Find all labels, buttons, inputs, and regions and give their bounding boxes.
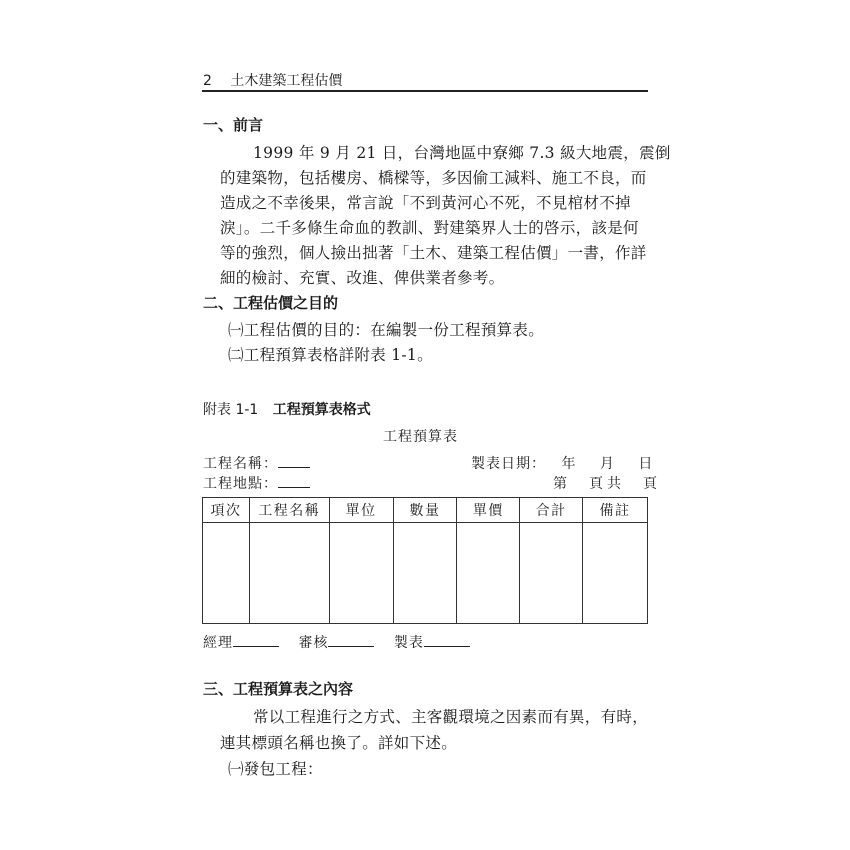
signature-reviewer-label: 審核 — [298, 635, 329, 651]
signature-row — [203, 632, 470, 652]
signature-manager-blank — [233, 632, 279, 647]
running-header — [203, 70, 342, 90]
paragraph-line: 細的檢討、充實、改進、俾供業者參考。 — [220, 269, 505, 287]
column-header-quantity: 數量 — [393, 498, 457, 523]
paragraph-line: 造成之不幸後果，常言說「不到黃河心不死，不見棺材不掉 — [220, 194, 631, 212]
form-title: 工程預算表 — [383, 429, 458, 445]
table-cell — [329, 523, 393, 624]
project-name-blank — [278, 453, 310, 468]
page-number: 2 — [203, 73, 212, 89]
date-unit-year: 年 — [561, 456, 577, 472]
date-unit-month: 月 — [599, 456, 615, 472]
project-location-row — [203, 473, 310, 493]
table-cell — [393, 523, 457, 624]
signature-preparer-label: 製表 — [393, 635, 424, 651]
signature-manager-label: 經理 — [203, 635, 233, 651]
project-name-label: 工程名稱： — [203, 456, 278, 472]
page-count-label: 第 頁共 頁 — [553, 476, 661, 492]
date-label: 製表日期： — [471, 456, 546, 472]
list-item: ㈠工程估價的目的：在編製一份工程預算表。 — [228, 321, 545, 339]
column-header-total: 合計 — [520, 498, 583, 523]
project-name-row — [203, 453, 310, 473]
column-header-item-no: 項次 — [203, 498, 250, 523]
table-cell — [457, 523, 520, 624]
table-cell — [203, 523, 250, 624]
paragraph-line: 的建築物，包括樓房、橋樑等，多因偷工減料、施工不良，而 — [220, 169, 647, 187]
list-item: ㈡工程預算表格詳附表 1-1。 — [228, 346, 433, 364]
project-location-label: 工程地點： — [203, 476, 278, 492]
section-heading-purpose: 二、工程估價之目的 — [203, 294, 339, 312]
signature-preparer-blank — [424, 632, 470, 647]
list-item: ㈠發包工程： — [228, 760, 323, 778]
project-location-blank — [278, 473, 310, 488]
date-unit-day: 日 — [638, 456, 654, 472]
paragraph-line: 1999 年 9 月 21 日，台灣地區中寮鄉 7.3 級大地震，震倒 — [253, 144, 671, 162]
header-rule — [202, 90, 648, 92]
paragraph-line: 連其標頭名稱也換了。詳如下述。 — [220, 734, 458, 752]
table-caption-label: 附表 1-1 — [203, 402, 259, 418]
column-header-unit: 單位 — [329, 498, 393, 523]
section-heading-preface: 一、前言 — [203, 116, 264, 134]
column-header-work-name: 工程名稱 — [249, 498, 329, 523]
table-header-row — [203, 498, 648, 523]
table-cell — [583, 523, 648, 624]
table-cell — [520, 523, 583, 624]
date-row — [471, 453, 653, 473]
table-caption-title: 工程預算表格式 — [272, 402, 371, 418]
column-header-remarks: 備註 — [583, 498, 648, 523]
signature-reviewer-blank — [328, 632, 374, 647]
section-heading-contents: 三、工程預算表之內容 — [203, 680, 354, 698]
paragraph-line: 等的強烈，個人撿出拙著「土木、建築工程估價」一書，作詳 — [220, 244, 647, 262]
table-caption — [203, 399, 371, 419]
budget-table — [202, 497, 648, 624]
book-title: 土木建築工程估價 — [230, 73, 343, 89]
paragraph-line: 常以工程進行之方式、主客觀環境之因素而有異，有時， — [253, 708, 649, 726]
table-row — [203, 523, 648, 624]
column-header-unit-price: 單價 — [457, 498, 520, 523]
table-cell — [249, 523, 329, 624]
paragraph-line: 淚」。二千多條生命血的教訓、對建築界人士的啓示，該是何 — [220, 219, 639, 237]
